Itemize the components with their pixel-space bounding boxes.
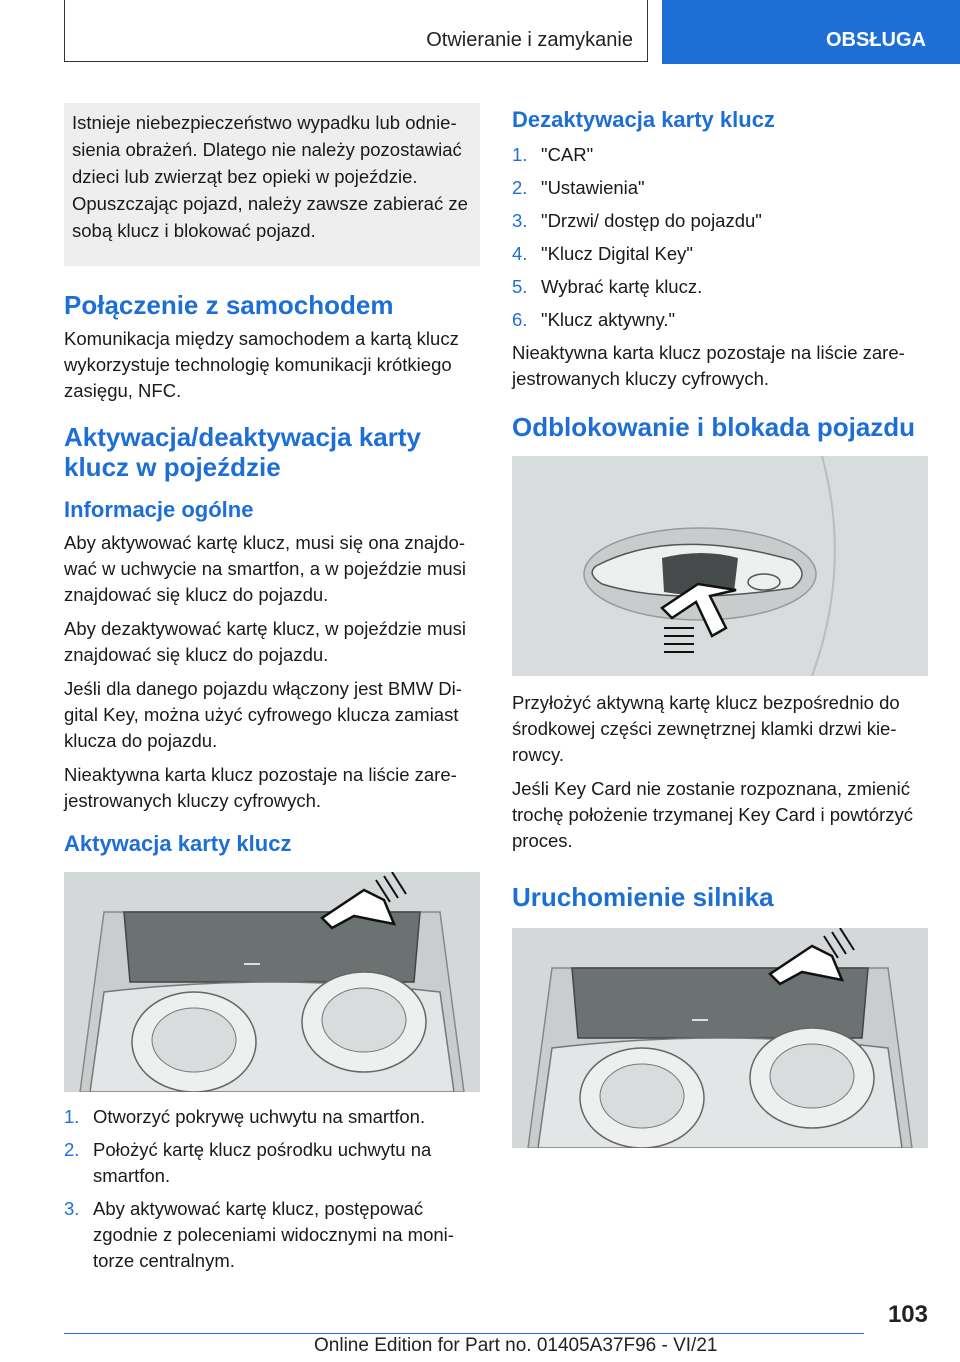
connection-heading: Połączenie z samochodem: [64, 290, 394, 320]
section-title: Otwieranie i zamykanie: [426, 29, 633, 51]
info-paragraph-1: Aby aktywować kartę klucz, musi się ona znajdo-wać w uchwycie na smartfon, a w pojeździe musi znajdować się klucz do pojazdu.: [64, 532, 467, 605]
list-item: 2. Położyć kartę klucz pośrodku uchwytu na smartfon.: [64, 1139, 432, 1186]
connection-text: Komunikacja między samochodem a kartą klucz wykorzystuje technologię komunikacji krótkiego zasięgu, NFC.: [64, 328, 459, 401]
activation-heading: Aktywacja karty klucz: [64, 831, 292, 856]
unlock-paragraph-1: Przyłożyć aktywną kartę klucz bezpośrednio do środkowej części zewnętrznej klamki drzwi kie-rowcy.: [512, 692, 900, 765]
console-drawing-2: [512, 928, 928, 1148]
info-paragraph-3: Jeśli dla danego pojazdu włączony jest BMW Di-gital Key, można użyć cyfrowego klucza zamiast klucza do pojazdu.: [64, 678, 462, 751]
edition-footer: Online Edition for Part no. 01405A37F96 - VI/21: [314, 1335, 718, 1356]
unlock-heading: Odblokowanie i blokada pojazdu: [512, 412, 916, 442]
deactivation-note: Nieaktywna karta klucz pozostaje na liście zare-jestrowanych kluczy cyfrowych.: [512, 342, 905, 389]
footer-divider: [64, 1333, 864, 1334]
list-item: 1. "CAR": [512, 144, 594, 165]
list-item: 1. Otworzyć pokrywę uchwytu na smartfon.: [64, 1106, 426, 1127]
general-info-heading: Informacje ogólne: [64, 497, 254, 522]
list-item: 2. "Ustawienia": [512, 177, 645, 198]
door-handle-drawing: [512, 456, 928, 676]
list-item: 3. "Drzwi/ dostęp do pojazdu": [512, 210, 762, 231]
activation-deactivation-heading: Aktywacja/deaktywacja karty klucz w pojeździe: [64, 422, 421, 482]
list-item: 4. "Klucz Digital Key": [512, 243, 693, 264]
header-frame: [64, 0, 648, 62]
phone-holder-illustration: [64, 872, 480, 1092]
list-item: 3. Aby aktywować kartę klucz, postępować zgodnie z poleceniami widocznymi na moni-torze centralnym.: [64, 1198, 454, 1271]
info-paragraph-2: Aby dezaktywować kartę klucz, w pojeździe musi znajdować się klucz do pojazdu.: [64, 618, 467, 665]
deactivation-heading: Dezaktywacja karty klucz: [512, 107, 775, 132]
warning-box: Istnieje niebezpieczeństwo wypadku lub odnie-sienia obrażeń. Dlatego nie należy pozostawiać dzieci lub zwierząt bez opieki w pojeździe. Opuszczając pojazd, należy zawsze zabierać ze sobą klucz i blokować pojazd.: [64, 103, 480, 266]
unlock-paragraph-2: Jeśli Key Card nie zostanie rozpoznana, zmienić trochę położenie trzymanej Key Card i powtórzyć proces.: [512, 778, 914, 851]
door-handle-illustration: [512, 456, 928, 676]
list-item: 6. "Klucz aktywny.": [512, 309, 676, 330]
list-item: 5. Wybrać kartę klucz.: [512, 276, 703, 297]
deactivation-steps: [512, 142, 928, 333]
chapter-tab[interactable]: OBSŁUGA: [662, 0, 960, 64]
console-drawing: [64, 872, 480, 1092]
left-column: [64, 103, 480, 1281]
engine-start-heading: Uruchomienie silnika: [512, 882, 774, 912]
page-number: 103: [887, 1301, 928, 1328]
info-paragraph-4: Nieaktywna karta klucz pozostaje na liście zare-jestrowanych kluczy cyfrowych.: [64, 764, 457, 811]
engine-start-illustration: [512, 928, 928, 1148]
activation-steps: [64, 1104, 480, 1274]
right-column: [512, 106, 928, 1148]
